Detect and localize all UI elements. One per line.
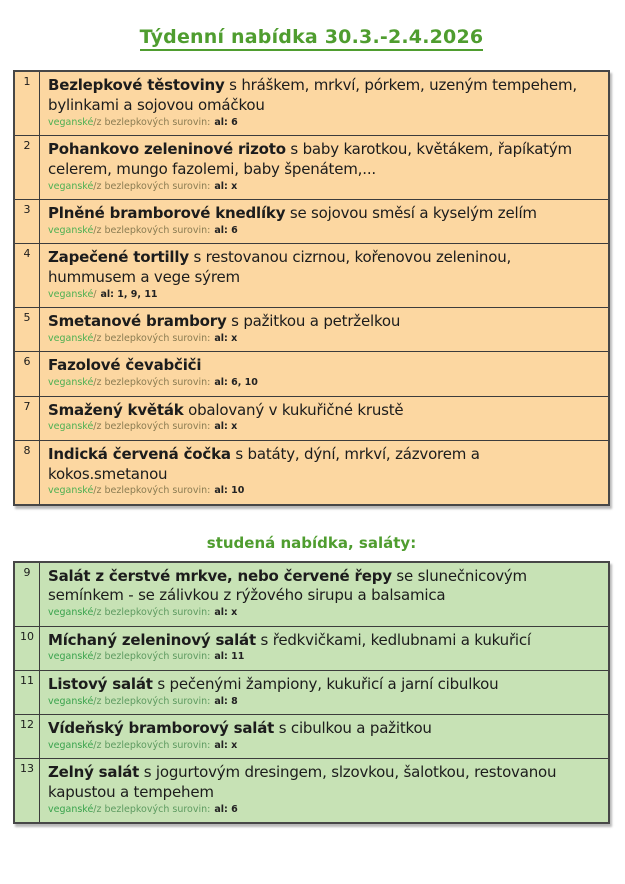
allergen-line xyxy=(48,181,600,192)
menu-row-cell xyxy=(40,396,610,440)
menu-row-cell xyxy=(40,715,610,759)
dish-name: Pohankovo zeleninové rizoto xyxy=(48,139,286,158)
menu-row-cell xyxy=(40,352,610,396)
vegan-label: veganské xyxy=(48,803,94,815)
row-number: 13 xyxy=(14,759,40,823)
allergen-info: al: 11 xyxy=(214,651,245,663)
cold-section-heading: studená nabídka, saláty: xyxy=(206,533,417,552)
dish-name: Indická červená čočka xyxy=(48,444,231,463)
row-number: 3 xyxy=(14,199,40,243)
dish-name: Zelný salát xyxy=(48,763,140,782)
allergen-line xyxy=(48,289,600,300)
vegan-label: veganské xyxy=(48,421,94,433)
menu-row-cell xyxy=(40,626,610,670)
allergen-line xyxy=(48,421,600,432)
allergen-line xyxy=(48,333,600,344)
dish-description: s hráškem, mrkví, pórkem, uzeným tempehem, bylinkami a sojovou omáčkou xyxy=(48,76,577,114)
menu-row-cell xyxy=(40,135,610,199)
row-number: 9 xyxy=(14,562,40,626)
dish-description: s jogurtovým dresingem, slzovkou, šalotkou, restovanou kapustou a tempehem xyxy=(48,763,557,802)
row-number: 6 xyxy=(14,352,40,396)
dish-description: s pažitkou a petrželkou xyxy=(226,312,401,331)
dish-line xyxy=(48,140,600,180)
glutenfree-label: /z bezlepkových surovin: xyxy=(93,651,211,663)
allergen-line xyxy=(48,696,600,707)
row-number: 11 xyxy=(14,670,40,714)
allergen-info: al: 6 xyxy=(214,224,238,236)
page-title-text: Týdenní nabídka 30.3.-2.4.2026 xyxy=(140,26,484,51)
glutenfree-label: /z bezlepkových surovin: xyxy=(93,607,211,619)
glutenfree-label: /z bezlepkových surovin: xyxy=(93,224,211,236)
allergen-line xyxy=(48,485,600,496)
allergen-info: al: 6 xyxy=(214,116,238,128)
allergen-info: al: 8 xyxy=(214,695,238,707)
dish-name: Smažený květák xyxy=(48,400,184,419)
allergen-info: al: x xyxy=(214,739,238,751)
menu-row-cell xyxy=(40,440,610,504)
vegan-label: veganské xyxy=(48,180,94,192)
row-number: 10 xyxy=(14,626,40,670)
row-number: 8 xyxy=(14,440,40,504)
dish-name: Míchaný zeleninový salát xyxy=(48,630,256,649)
menu-row xyxy=(14,440,609,504)
glutenfree-label: /z bezlepkových surovin: xyxy=(93,739,211,751)
menu-row xyxy=(14,626,609,670)
dish-name: Bezlepkové těstoviny xyxy=(48,76,225,94)
allergen-line xyxy=(48,651,600,662)
dish-description: s baby karotkou, květákem, řapíkatým celerem, mungo fazolemi, baby špenátem,... xyxy=(48,139,572,178)
dish-line xyxy=(48,248,600,288)
dish-line xyxy=(48,567,600,607)
dish-description: obalovaný v kukuřičné krustě xyxy=(183,400,404,419)
row-number: 4 xyxy=(14,244,40,308)
allergen-info: al: 6, 10 xyxy=(214,377,258,389)
glutenfree-label: / xyxy=(93,288,97,300)
dish-line xyxy=(48,675,600,695)
glutenfree-label: /z bezlepkových surovin: xyxy=(93,695,211,707)
dish-line xyxy=(48,719,600,739)
glutenfree-label: /z bezlepkových surovin: xyxy=(93,180,211,192)
allergen-info: al: 1, 9, 11 xyxy=(100,288,158,300)
glutenfree-label: /z bezlepkových surovin: xyxy=(93,116,211,128)
dish-description: se slunečnicovým semínkem - se zálivkou z rýžového sirupu a balsamica xyxy=(48,566,527,605)
menu-row-cell xyxy=(40,308,610,352)
allergen-line xyxy=(48,607,600,618)
vegan-label: veganské xyxy=(48,332,94,344)
vegan-label: veganské xyxy=(48,739,94,751)
allergen-line xyxy=(48,377,600,388)
allergen-line xyxy=(48,740,600,751)
allergen-info: al: x xyxy=(214,332,238,344)
allergen-line xyxy=(48,804,600,815)
dish-line xyxy=(48,312,600,332)
dish-name: Plněné bramborové knedlíky xyxy=(48,203,286,222)
cold-menu-body xyxy=(14,562,609,824)
menu-row-cell xyxy=(40,670,610,714)
menu-row xyxy=(14,199,609,243)
menu-row xyxy=(14,396,609,440)
menu-row xyxy=(14,562,609,626)
dish-name: Listový salát xyxy=(48,674,153,693)
dish-name: Salát z čerstvé mrkve, nebo červené řepy xyxy=(48,566,392,585)
dish-description: s batáty, dýní, mrkví, zázvorem a kokos.smetanou xyxy=(48,444,480,483)
allergen-line xyxy=(48,117,600,128)
dish-description: s ředkvičkami, kedlubnami a kukuřicí xyxy=(255,630,531,649)
dish-line xyxy=(48,356,600,376)
menu-row xyxy=(14,135,609,199)
row-number: 2 xyxy=(14,135,40,199)
menu-row-cell xyxy=(40,199,610,243)
menu-row-cell xyxy=(40,562,610,626)
menu-row xyxy=(14,308,609,352)
hot-menu-body xyxy=(14,71,609,505)
vegan-label: veganské xyxy=(48,288,94,300)
dish-line xyxy=(48,445,600,485)
allergen-info: al: 10 xyxy=(214,485,245,497)
dish-description: s pečenými žampiony, kukuřicí a jarní cibulkou xyxy=(152,674,499,693)
allergen-info: al: x xyxy=(214,421,238,433)
allergen-line xyxy=(48,225,600,236)
vegan-label: veganské xyxy=(48,485,94,497)
dish-line xyxy=(48,204,600,224)
vegan-label: veganské xyxy=(48,224,94,236)
vegan-label: veganské xyxy=(48,116,94,128)
menu-row-cell xyxy=(40,244,610,308)
dish-name: Vídeňský bramborový salát xyxy=(48,719,275,738)
dish-line xyxy=(48,401,600,421)
menu-row-cell xyxy=(40,71,610,135)
dish-line xyxy=(48,631,600,651)
hot-menu-table xyxy=(13,70,610,506)
dish-line xyxy=(48,76,600,116)
vegan-label: veganské xyxy=(48,651,94,663)
dish-name: Zapečené tortilly xyxy=(48,248,189,267)
dish-line xyxy=(48,763,600,803)
glutenfree-label: /z bezlepkových surovin: xyxy=(93,803,211,815)
row-number: 7 xyxy=(14,396,40,440)
dish-description: s restovanou cizrnou, kořenovou zeleninou, hummusem a vege sýrem xyxy=(48,248,512,286)
menu-row xyxy=(14,670,609,714)
vegan-label: veganské xyxy=(48,607,94,619)
dish-name: Smetanové brambory xyxy=(48,312,227,331)
allergen-info: al: 6 xyxy=(214,803,238,815)
menu-row xyxy=(14,71,609,135)
menu-row-cell xyxy=(40,759,610,823)
row-number: 12 xyxy=(14,715,40,759)
cold-menu-table xyxy=(13,561,610,825)
glutenfree-label: /z bezlepkových surovin: xyxy=(93,485,211,497)
dish-description: s cibulkou a pažitkou xyxy=(274,719,432,738)
dish-name: Fazolové čevabčiči xyxy=(48,356,202,375)
allergen-info: al: x xyxy=(214,180,238,192)
glutenfree-label: /z bezlepkových surovin: xyxy=(93,421,211,433)
row-number: 1 xyxy=(14,71,40,135)
row-number: 5 xyxy=(14,308,40,352)
glutenfree-label: /z bezlepkových surovin: xyxy=(93,377,211,389)
vegan-label: veganské xyxy=(48,377,94,389)
menu-row xyxy=(14,352,609,396)
vegan-label: veganské xyxy=(48,695,94,707)
dish-description: se sojovou směsí a kyselým zelím xyxy=(285,203,537,222)
menu-row xyxy=(14,759,609,823)
allergen-info: al: x xyxy=(214,607,238,619)
menu-row xyxy=(14,244,609,308)
glutenfree-label: /z bezlepkových surovin: xyxy=(93,332,211,344)
menu-row xyxy=(14,715,609,759)
page-title xyxy=(13,26,610,48)
